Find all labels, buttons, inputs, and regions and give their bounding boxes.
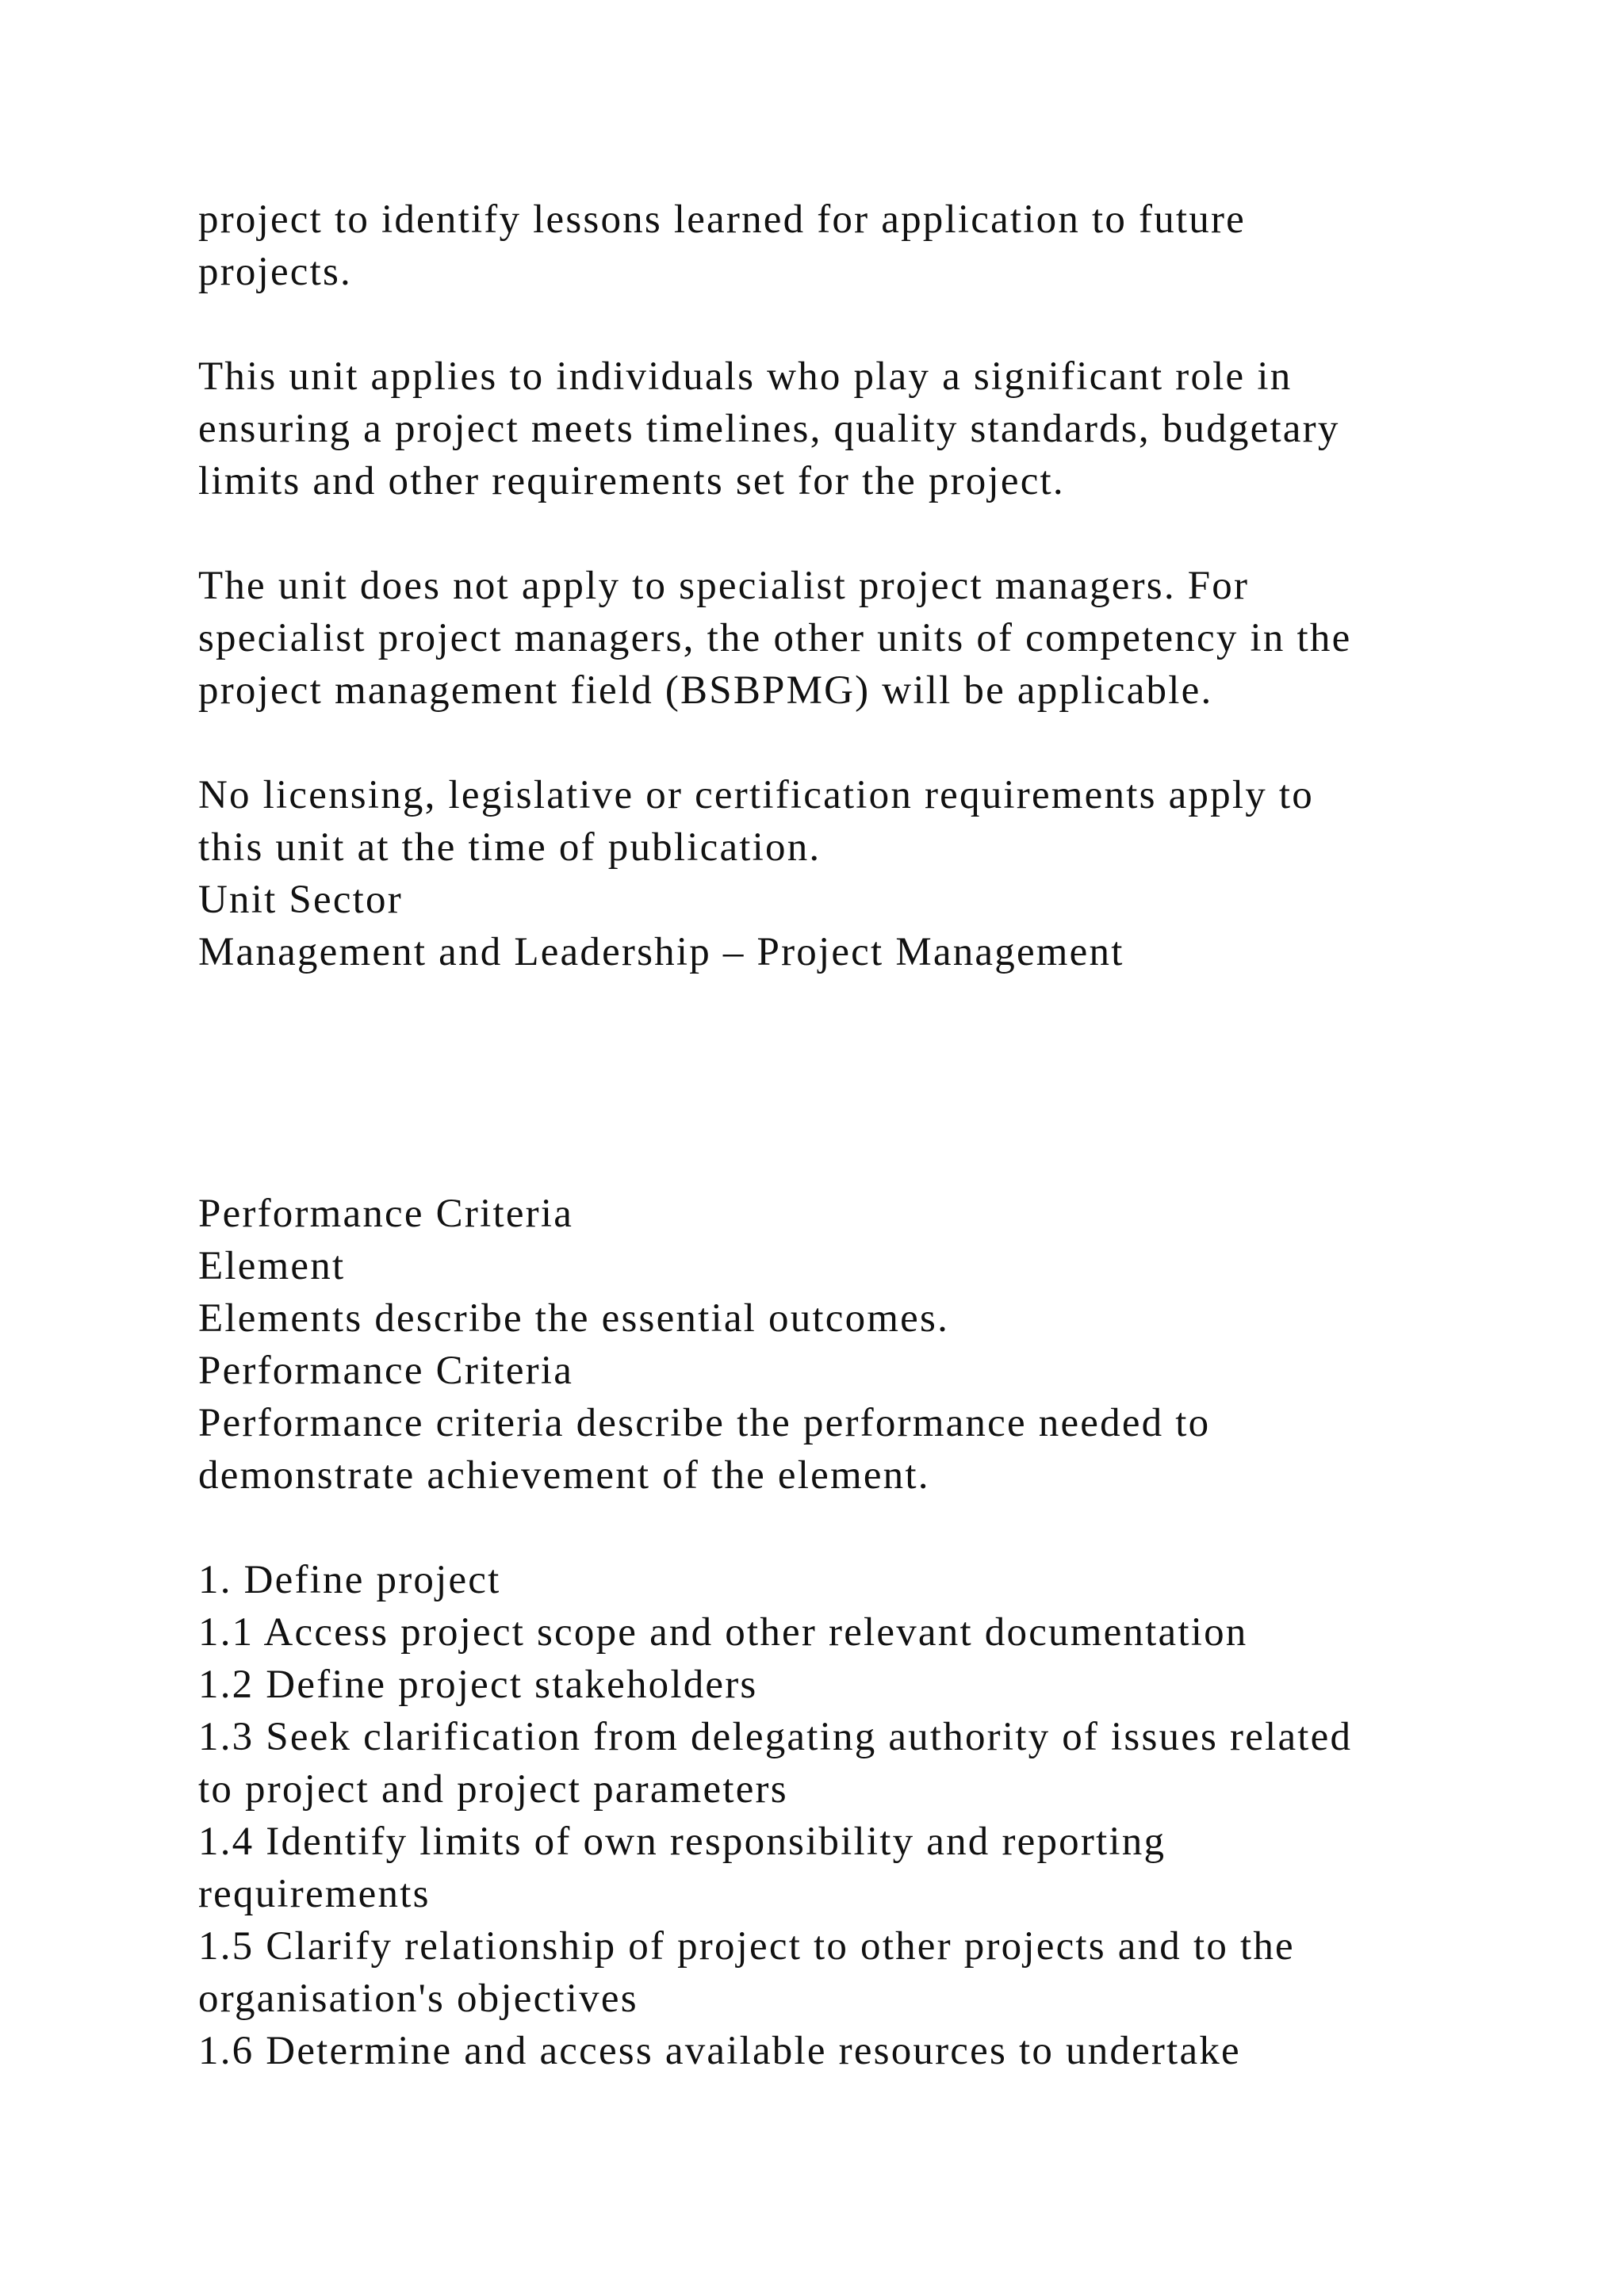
criteria-line: 1.5 Clarify relationship of project to other projects and to the <box>198 1924 1295 1969</box>
document-page <box>198 193 1546 2077</box>
not-apply-line: The unit does not apply to specialist project managers. For <box>198 564 1250 608</box>
licensing-line: this unit at the time of publication. <box>198 825 822 870</box>
applies-line: This unit applies to individuals who play a significant role in <box>198 354 1293 399</box>
element-description: Elements describe the essential outcomes. <box>198 1296 950 1341</box>
paragraph-spacer <box>198 717 1546 769</box>
paragraph-spacer <box>198 1502 1546 1554</box>
performance-heading: Performance Criteria <box>198 1192 574 1236</box>
criteria-line: 1.3 Seek clarification from delegating authority of issues related <box>198 1715 1353 1759</box>
applies-line: limits and other requirements set for the project. <box>198 459 1065 503</box>
paragraph-spacer <box>198 298 1546 350</box>
unit-sector-value: Management and Leadership – Project Management <box>198 930 1124 974</box>
not-apply-line: project management field (BSBPMG) will be applicable. <box>198 668 1213 713</box>
element-heading: Element <box>198 1244 346 1288</box>
licensing-line: No licensing, legislative or certification requirements apply to <box>198 773 1314 817</box>
intro-line: project to identify lessons learned for application to future <box>198 197 1246 242</box>
not-apply-line: specialist project managers, the other units of competency in the <box>198 616 1352 660</box>
criteria-line: 1.1 Access project scope and other relevant documentation <box>198 1610 1248 1655</box>
criteria-line: 1.2 Define project stakeholders <box>198 1663 758 1707</box>
criteria-heading: Performance Criteria <box>198 1349 574 1393</box>
criteria-line: 1.6 Determine and access available resources to undertake <box>198 2029 1241 2073</box>
intro-line: projects. <box>198 250 352 294</box>
unit-sector-heading: Unit Sector <box>198 878 403 922</box>
criteria-line: to project and project parameters <box>198 1767 788 1812</box>
criteria-description-line: demonstrate achievement of the element. <box>198 1453 930 1498</box>
criteria-description-line: Performance criteria describe the performance needed to <box>198 1401 1211 1445</box>
criteria-line: organisation's objectives <box>198 1976 638 2021</box>
criteria-line: requirements <box>198 1872 431 1916</box>
applies-line: ensuring a project meets timelines, quality standards, budgetary <box>198 407 1340 451</box>
paragraph-spacer <box>198 507 1546 560</box>
criteria-line: 1.4 Identify limits of own responsibility and reporting <box>198 1820 1166 1864</box>
criteria-line: 1. Define project <box>198 1558 501 1602</box>
section-spacer <box>198 978 1546 1188</box>
